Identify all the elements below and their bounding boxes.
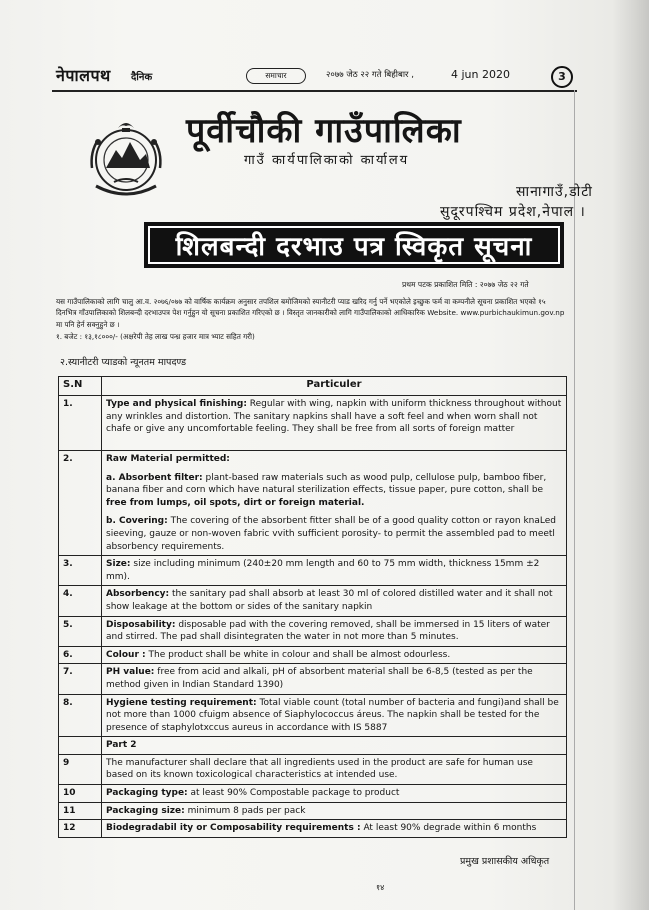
office-title: पूर्वीचौकी गाउँपालिका bbox=[186, 111, 462, 151]
row-particular bbox=[102, 616, 567, 646]
row-label: Part 2 bbox=[106, 740, 137, 751]
row-sn: 7. bbox=[59, 664, 102, 694]
row-particular bbox=[102, 694, 567, 737]
notice-banner-title: शिलबन्दी दरभाउ पत्र स्विकृत सूचना bbox=[148, 226, 560, 264]
specification-table bbox=[58, 376, 567, 838]
sub-b-label: b. Covering: bbox=[106, 516, 168, 527]
table-row bbox=[59, 737, 567, 755]
row-particular bbox=[102, 586, 567, 616]
row-particular bbox=[102, 646, 567, 664]
notice-banner bbox=[144, 222, 564, 268]
paper-name: नेपालपथ bbox=[56, 66, 111, 85]
notice-intro bbox=[56, 296, 568, 343]
sub-b-text: The covering of the absorbent fitter shall be of a good quality cotton or rayon knaLed sieeving, gauze or non-woven fabric vvith sufficient porosity- to permit the assembled pad to meetl absorbency requirements. bbox=[106, 516, 557, 552]
row-label: PH value: bbox=[106, 667, 155, 678]
row-text: the sanitary pad shall absorb at least 30 ml of colored distilled water and it shall not show leakage at the bottom or sides of the sanitary napkin bbox=[106, 589, 553, 612]
table-row bbox=[59, 820, 567, 838]
section-tag: समाचार bbox=[246, 68, 306, 84]
table-row bbox=[59, 451, 567, 556]
row-text: disposable pad with the covering removed, shall be immersed in 15 liters of water and stirred. The pad shall disintegraten the water in not more than 5 minutes. bbox=[106, 619, 550, 643]
row-label: Packaging type: bbox=[106, 788, 188, 799]
row-label: Absorbency: bbox=[106, 589, 170, 600]
row-text: The manufacturer shall declare that all ingredients used in the product are safe for human use based on its known toxicological characteristics at intended use. bbox=[106, 757, 533, 781]
row-sn: 3. bbox=[59, 556, 102, 586]
row-label: Type and physical finishing: bbox=[106, 399, 247, 409]
table-row bbox=[59, 646, 567, 664]
row-particular bbox=[102, 556, 567, 586]
row-sn: 11 bbox=[59, 802, 102, 820]
budget-line: १. बजेट : १३,१८०००/- (अक्षरेपी तेह लाख पन्ध्र हजार मात्र भ्याट सहित गरी) bbox=[56, 331, 255, 341]
page-edge-shadow bbox=[612, 0, 649, 910]
row-label: Packaging size: bbox=[106, 805, 185, 816]
row-particular bbox=[102, 664, 567, 694]
row-text: At least 90% degrade within 6 months bbox=[363, 823, 537, 834]
row-sn: 12 bbox=[59, 820, 102, 838]
table-row bbox=[59, 396, 567, 451]
row-particular bbox=[102, 820, 567, 838]
date-english: 4 jun 2020 bbox=[451, 68, 510, 81]
date-nepali: २०७७ जेठ २२ गते बिहीबार , bbox=[326, 70, 414, 80]
table-row bbox=[59, 616, 567, 646]
row-particular bbox=[102, 802, 567, 820]
row-sn: 4. bbox=[59, 586, 102, 616]
row-sn: 8. bbox=[59, 694, 102, 737]
office-address-line2: सुदूरपश्चिम प्रदेश,नेपाल । bbox=[440, 204, 586, 220]
row-text: free from acid and alkali, pH of absorbent material shall be 6-8,5 (tested as per the method given in Indian Standard 1390) bbox=[106, 667, 533, 690]
row-text: Total viable count (total number of bacteria and fungi)and shall be not more than 1000 cfuigm absence of Siaphylococcus áreus. The napkin shall be tested for the presence of staphylotxccus aureus in accordance with IS 5887 bbox=[106, 697, 559, 733]
paper-daily-label: दैनिक bbox=[131, 72, 153, 83]
row-label: Size: bbox=[106, 559, 131, 570]
sub-a-label: a. Absorbent filter: bbox=[106, 472, 203, 483]
row-text: The product shall be white in colour and shall be almost odourless. bbox=[148, 649, 451, 660]
row-text: at least 90% Compostable package to product bbox=[190, 788, 400, 799]
row-label: Hygiene testing requirement: bbox=[106, 697, 257, 708]
row-particular bbox=[102, 754, 567, 784]
row-sn: 10 bbox=[59, 785, 102, 803]
row-sn: 9 bbox=[59, 754, 102, 784]
header-rule bbox=[52, 90, 577, 92]
row-label: Colour : bbox=[106, 649, 146, 660]
row-particular bbox=[102, 737, 567, 755]
table-row bbox=[59, 802, 567, 820]
table-header-row bbox=[59, 377, 567, 396]
row-label: Disposability: bbox=[106, 619, 176, 630]
row-label: Raw Material permitted: bbox=[106, 454, 230, 464]
row-text: minimum 8 pads per pack bbox=[187, 805, 306, 816]
sub-a-text: plant-based raw materials such as wood pulp, cellulose pulp, bamboo fiber, banana fiber and corn which have natural sterilization effects, tissue paper, pure cotton, shall be bbox=[106, 472, 547, 496]
publish-date: प्रथम पटक प्रकाशित मिति : २०७७ जेठ २२ गते bbox=[402, 280, 529, 289]
table-row bbox=[59, 556, 567, 586]
row-sn: 5. bbox=[59, 616, 102, 646]
intro-paragraph: यस गाउँपालिकाको लागि चालु आ.व. २०७६/०७७ को वार्षिक कार्यक्रम अनुसार तपशिल बमोजिमको स्यानीटरी प्याड खरिद गर्नु पर्ने भएकोले इच्छुक फर्म वा कम्पनीले सूचना प्रकाशित भएको १५ दिनभित्र गाँउपालिकाको शिलबन्दी दरभाउपत्र पेश गर्नुहुन यो सूचना प्रकाशित गरिएको छ । विस्तृत जानकारीको लागि गाउँपालिकाको आधिकारिक Website. www.purbichaukimun.gov.np मा पनि हेर्न सक्नुहुने छ । bbox=[56, 297, 565, 329]
row-sn: 1. bbox=[59, 396, 102, 451]
office-address-line1: सानागाउँ,डोटी bbox=[516, 184, 593, 200]
table-row bbox=[59, 694, 567, 737]
row-sn bbox=[59, 737, 102, 755]
page-mark: १४ bbox=[376, 883, 385, 892]
column-header-sn: S.N bbox=[59, 377, 102, 396]
table-row bbox=[59, 586, 567, 616]
office-subtitle: गाउँ कार्यपालिकाको कार्यालय bbox=[244, 153, 410, 168]
row-particular bbox=[102, 785, 567, 803]
signature-title: प्रमुख प्रशासकीय अधिकृत bbox=[460, 856, 550, 867]
table-row bbox=[59, 754, 567, 784]
row-particular bbox=[102, 396, 567, 451]
row-label: Biodegradabil ity or Composability requirements : bbox=[106, 823, 361, 834]
page-number: 3 bbox=[551, 66, 573, 88]
specification-subheading: २.स्यानीटरी प्याडको न्यूनतम मापदण्ड bbox=[60, 357, 187, 368]
table-row bbox=[59, 785, 567, 803]
row-particular bbox=[102, 451, 567, 556]
nepal-government-emblem-icon bbox=[84, 112, 168, 200]
row-sn: 2. bbox=[59, 451, 102, 556]
column-header-particular: Particuler bbox=[102, 377, 567, 396]
row-text: size including minimum (240±20 mm length and 60 to 75 mm width, thickness 15mm ±2 mm). bbox=[106, 559, 540, 582]
sub-a-bold-end: free from lumps, oil spots, dirt or foreign material. bbox=[106, 497, 365, 508]
row-text: Regular with wing, napkin with uniform thickness throughout without any wrinkles and distortion. The sanitary napkins shall have a soft feel and when worn shall not chafe or give any uncomfortable feeling. They shall be free from all sorts of foreign matter bbox=[106, 399, 562, 435]
row-sn: 6. bbox=[59, 646, 102, 664]
table-row bbox=[59, 664, 567, 694]
